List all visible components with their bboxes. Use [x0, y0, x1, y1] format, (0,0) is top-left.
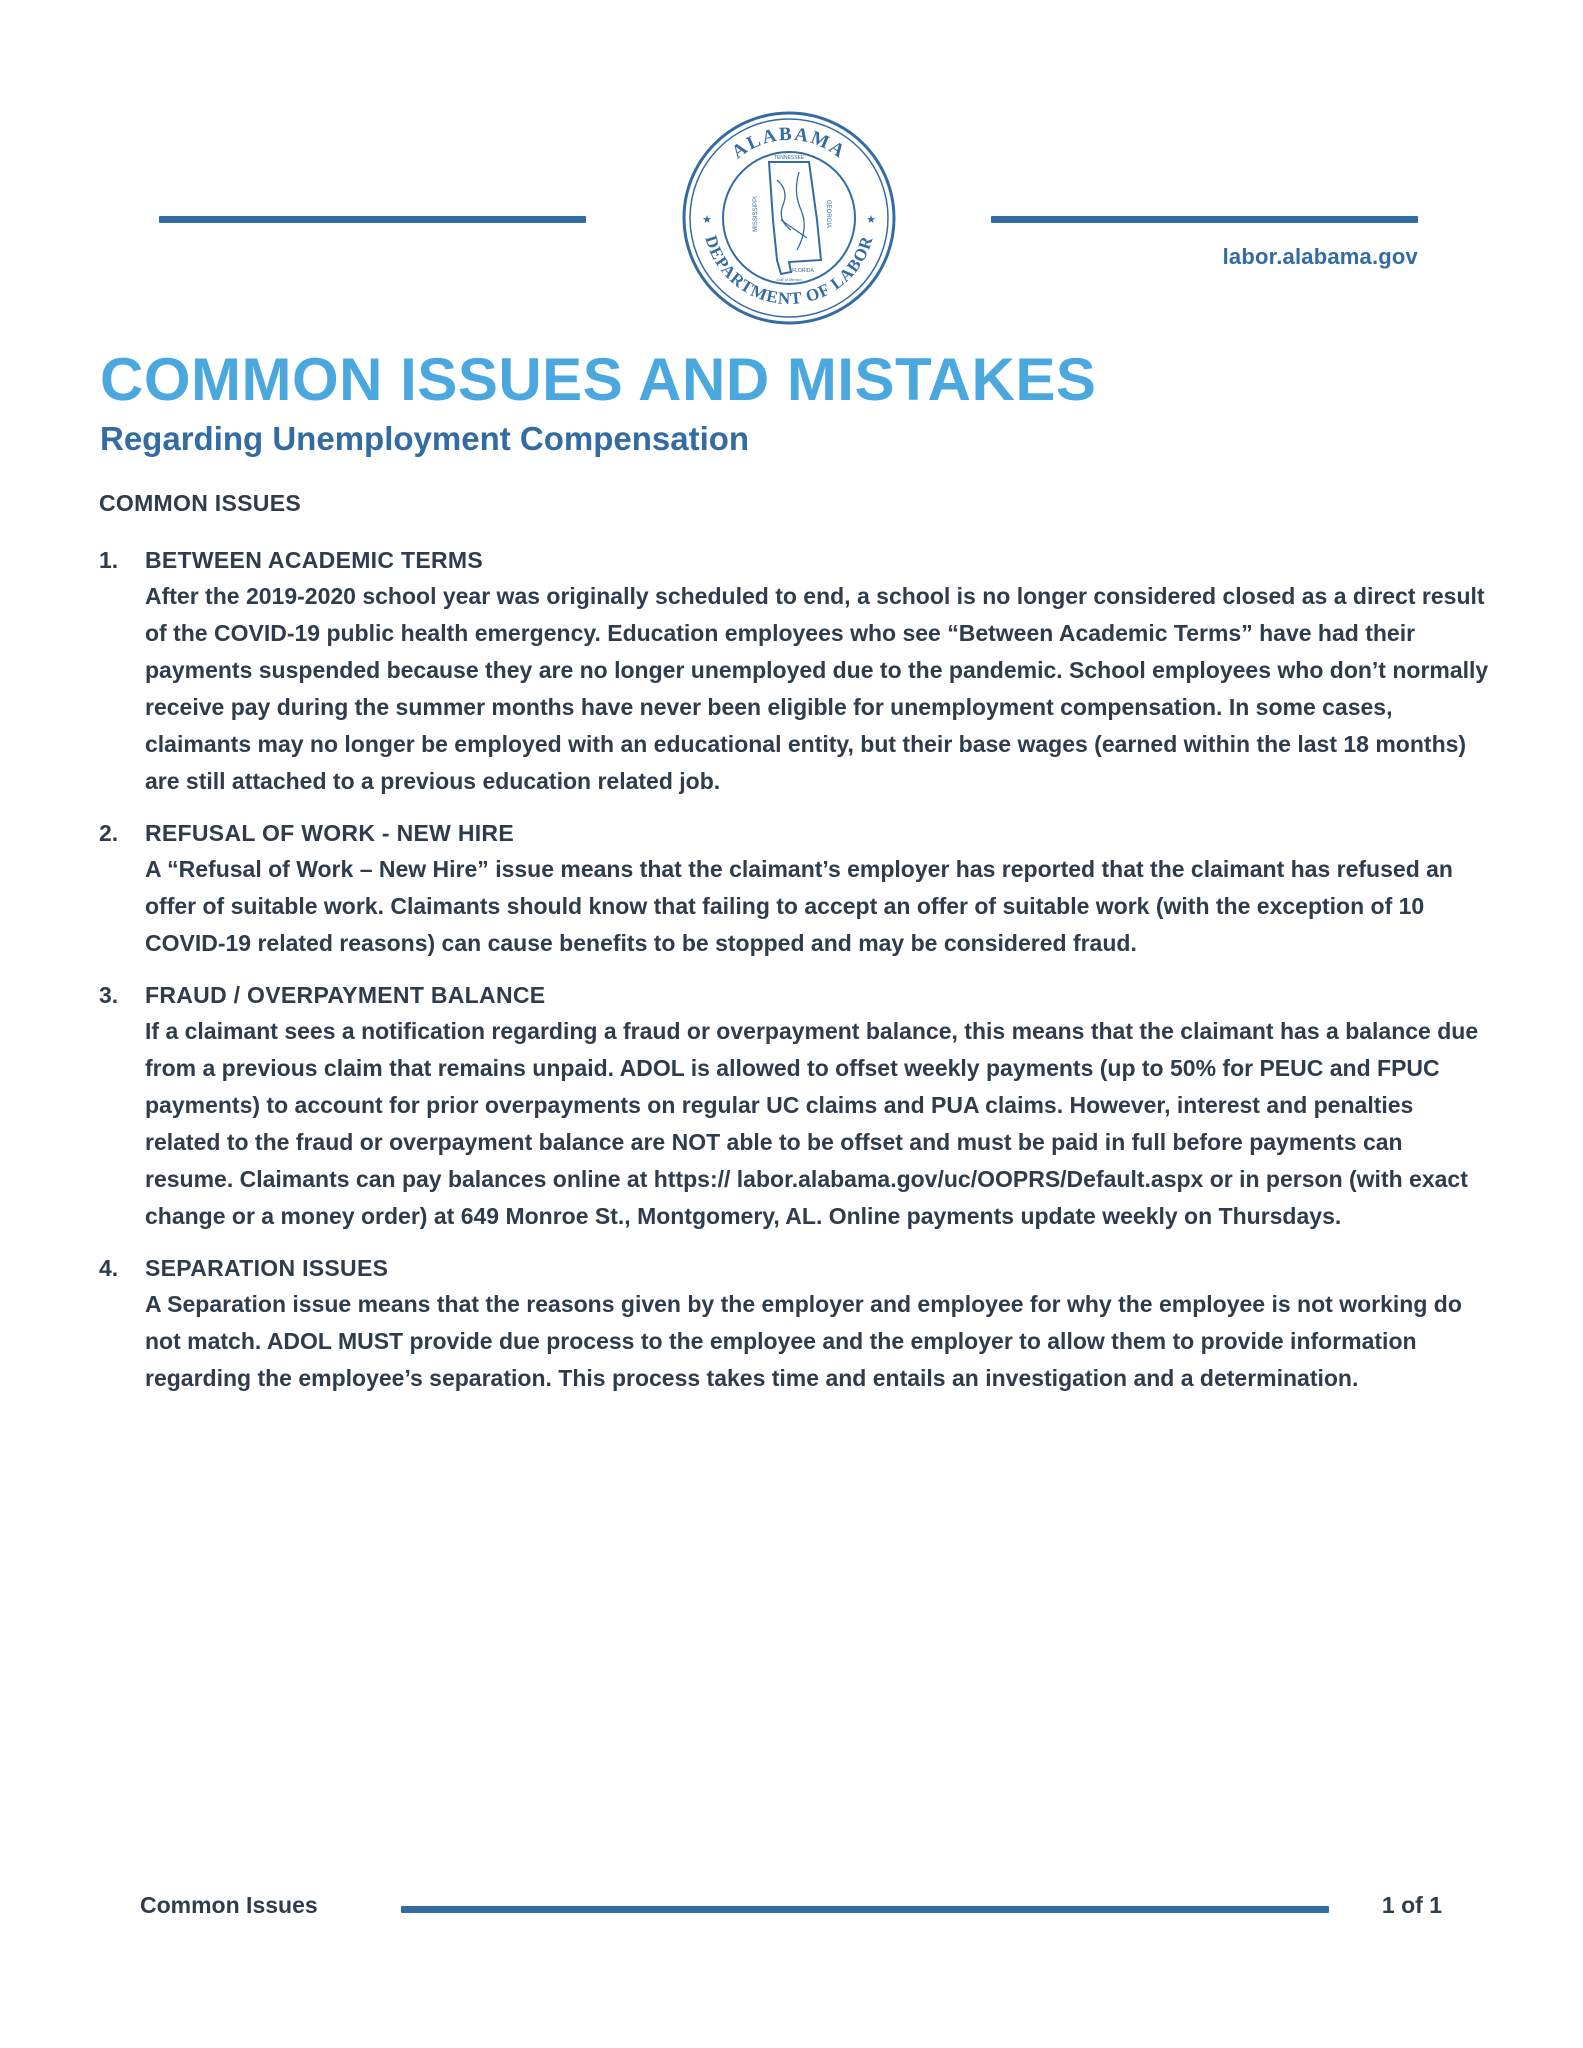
header-rule-left [159, 216, 586, 223]
seal-state-label: MISSISSIPPI [753, 196, 759, 232]
issue-title: BETWEEN ACADEMIC TERMS [145, 547, 483, 573]
seal-text-top: ALABAMA [728, 123, 850, 164]
page-subtitle: Regarding Unemployment Compensation [100, 420, 750, 457]
issue-title: SEPARATION ISSUES [145, 1255, 389, 1281]
svg-text:★: ★ [866, 214, 876, 226]
footer-page-number: 1 of 1 [1381, 1892, 1442, 1918]
issue-number: 3. [99, 982, 119, 1008]
seal-state-label: TENNESSEE [773, 155, 805, 161]
issue-number: 2. [99, 820, 119, 846]
issue-title: REFUSAL OF WORK - NEW HIRE [145, 820, 514, 846]
footer-label: Common Issues [140, 1892, 318, 1918]
issue-number: 4. [99, 1255, 119, 1281]
footer-rule [401, 1906, 1329, 1913]
issue-item [99, 977, 1489, 1235]
department-seal-logo [681, 110, 897, 326]
issue-body: If a claimant sees a notification regarding a fraud or overpayment balance, this means that the claimant has a balance due from a previous claim that remains unpaid. ADOL is allowed to offset weekly payments (up to 50% for PEUC and FPUC payments) to account for prior overpayments on regular UC claims and PUA claims. However, interest and penalties related to the fraud or overpayment balance are NOT able to be offset and must be paid in full before payments can resume. Claimants can pay balances online at https:// labor.alabama.gov/uc/OOPRS/Default.aspx or in person (with exact change or a money order) at 649 Monroe St., Montgomery, AL. Online payments update weekly on Thursdays. [145, 1018, 1479, 1229]
issue-body: A “Refusal of Work – New Hire” issue means that the claimant’s employer has reported that the claimant has refused an offer of suitable work. Claimants should know that failing to accept an offer of suitable work (with the exception of 10 COVID-19 related reasons) can cause benefits to be stopped and may be considered fraud. [145, 856, 1453, 956]
issue-body: A Separation issue means that the reasons given by the employer and employee for why the employee is not working do not match. ADOL MUST provide due process to the employee and the employer to allow them to provide information regarding the employee’s separation. This process takes time and entails an investigation and a determination. [145, 1291, 1462, 1391]
issue-body: After the 2019-2020 school year was originally scheduled to end, a school is no longer considered closed as a direct result of the COVID-19 public health emergency. Education employees who see “Between Academic Terms” have had their payments suspended because they are no longer unemployed due to the pandemic. School employees who don’t normally receive pay during the summer months have never been eligible for unemployment compensation. In some cases, claimants may no longer be employed with an educational entity, but their base wages (earned within the last 18 months) are still attached to a previous education related job. [145, 583, 1489, 794]
page-title: COMMON ISSUES AND MISTAKES [100, 346, 1097, 413]
site-url: labor.alabama.gov [1222, 244, 1418, 269]
seal-state-label: Gulf of Mexico [776, 277, 802, 282]
issue-title: FRAUD / OVERPAYMENT BALANCE [145, 982, 546, 1008]
seal-text-bottom: DEPARTMENT OF LABOR [701, 233, 877, 309]
seal-state-label: GEORGIA [825, 199, 831, 229]
issue-item [99, 1250, 1489, 1397]
seal-state-label: FLORIDA [792, 268, 814, 274]
issue-number: 1. [99, 547, 119, 573]
issue-item [99, 542, 1489, 800]
issue-item [99, 815, 1489, 962]
section-heading: COMMON ISSUES [99, 490, 301, 516]
issues-list [99, 542, 1489, 1412]
header-rule-right [991, 216, 1418, 223]
svg-text:★: ★ [702, 214, 712, 226]
